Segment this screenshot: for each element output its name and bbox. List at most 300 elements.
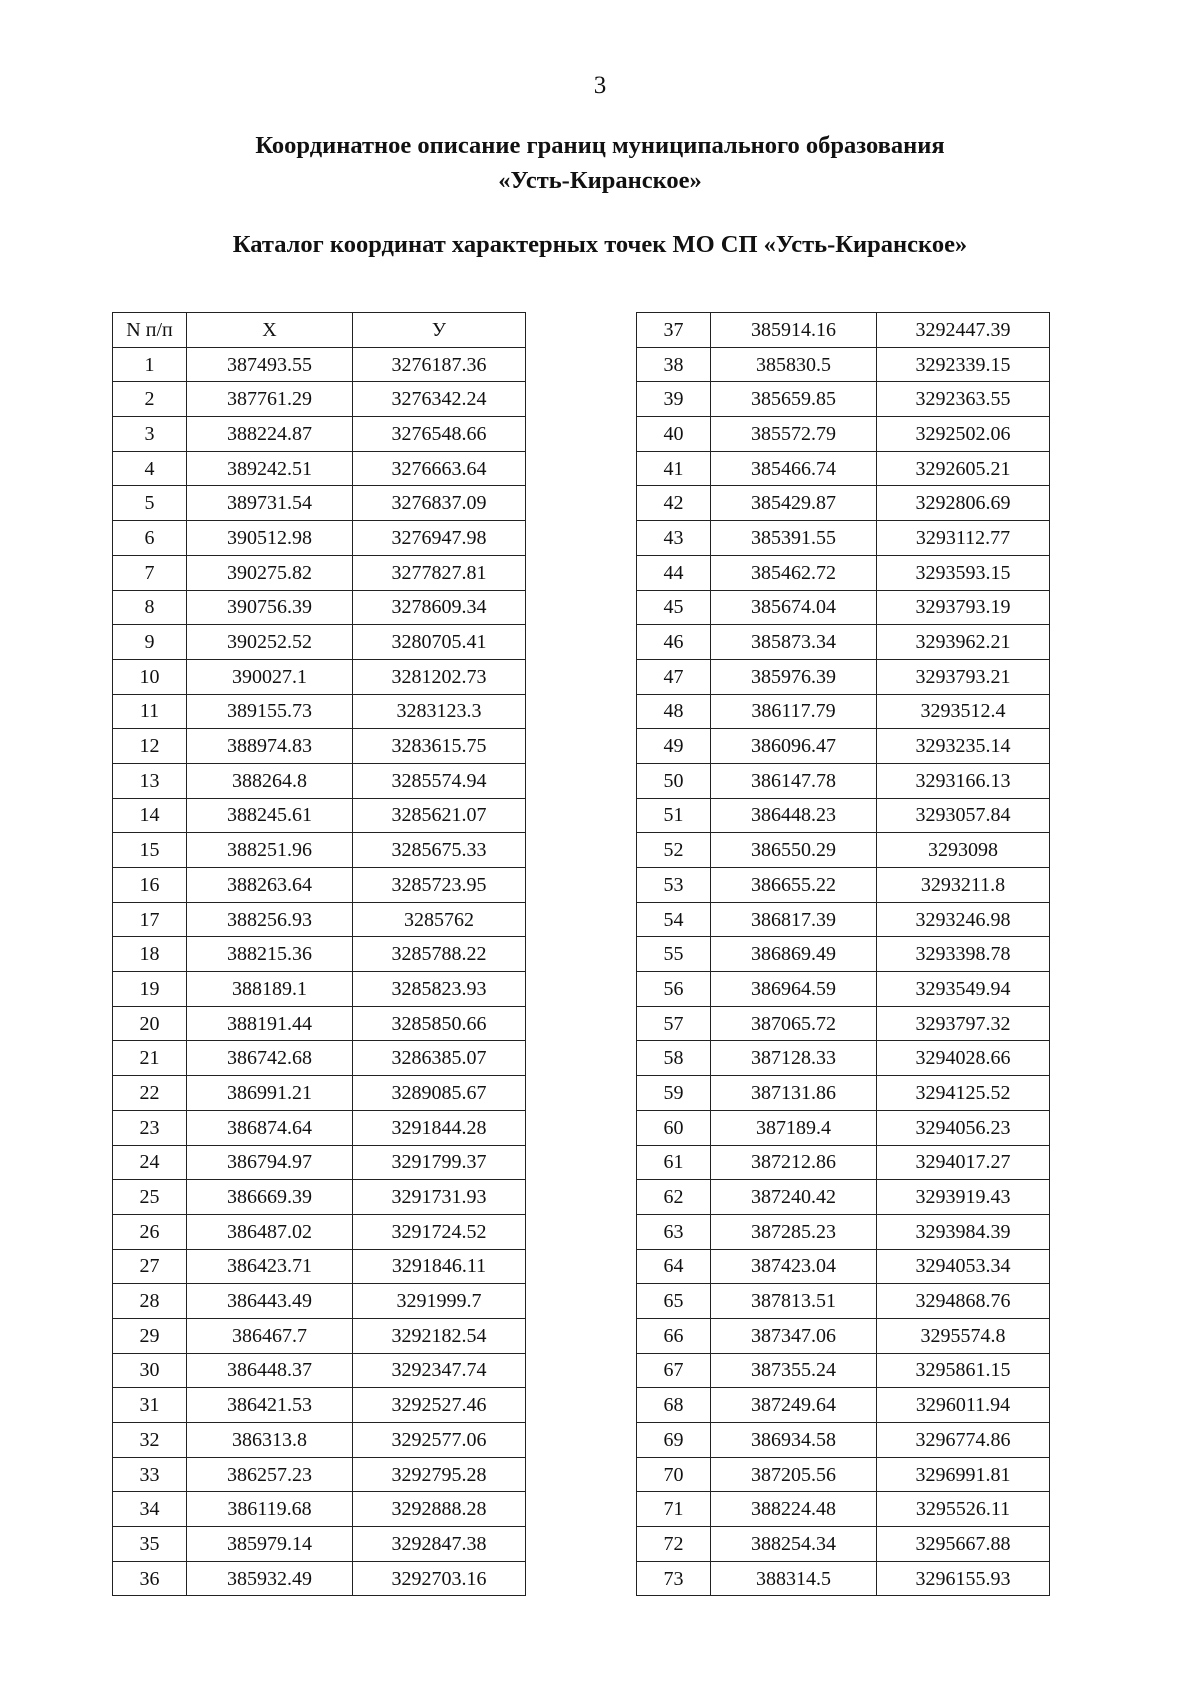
y-coordinate: 3289085.67 [353, 1076, 526, 1111]
x-coordinate: 386119.68 [187, 1492, 353, 1527]
point-number: 38 [637, 347, 711, 382]
point-number: 57 [637, 1006, 711, 1041]
y-coordinate: 3285621.07 [353, 798, 526, 833]
y-coordinate: 3294125.52 [877, 1076, 1050, 1111]
y-coordinate: 3278609.34 [353, 590, 526, 625]
y-coordinate: 3292339.15 [877, 347, 1050, 382]
x-coordinate: 387493.55 [187, 347, 353, 382]
table-row [637, 1527, 1050, 1562]
x-coordinate: 388251.96 [187, 833, 353, 868]
point-number: 72 [637, 1527, 711, 1562]
table-row [113, 1180, 526, 1215]
y-coordinate: 3292605.21 [877, 451, 1050, 486]
table-row [113, 1457, 526, 1492]
x-coordinate: 385932.49 [187, 1561, 353, 1596]
table-row [637, 1041, 1050, 1076]
x-coordinate: 387761.29 [187, 382, 353, 417]
x-coordinate: 387065.72 [711, 1006, 877, 1041]
x-coordinate: 388189.1 [187, 972, 353, 1007]
x-coordinate: 386669.39 [187, 1180, 353, 1215]
point-number: 2 [113, 382, 187, 417]
x-coordinate: 385873.34 [711, 625, 877, 660]
y-coordinate: 3291846.11 [353, 1249, 526, 1284]
table-row [637, 347, 1050, 382]
y-coordinate: 3281202.73 [353, 659, 526, 694]
table-row [113, 972, 526, 1007]
table-row [637, 1318, 1050, 1353]
y-coordinate: 3285788.22 [353, 937, 526, 972]
y-coordinate: 3296991.81 [877, 1457, 1050, 1492]
x-coordinate: 385914.16 [711, 313, 877, 348]
y-coordinate: 3285823.93 [353, 972, 526, 1007]
point-number: 8 [113, 590, 187, 625]
table-row [637, 1284, 1050, 1319]
x-coordinate: 387189.4 [711, 1110, 877, 1145]
y-coordinate: 3286385.07 [353, 1041, 526, 1076]
x-coordinate: 387423.04 [711, 1249, 877, 1284]
table-row [637, 868, 1050, 903]
point-number: 56 [637, 972, 711, 1007]
y-coordinate: 3285675.33 [353, 833, 526, 868]
point-number: 1 [113, 347, 187, 382]
x-coordinate: 386964.59 [711, 972, 877, 1007]
table-row [113, 1110, 526, 1145]
table-row [113, 1041, 526, 1076]
point-number: 52 [637, 833, 711, 868]
point-number: 15 [113, 833, 187, 868]
point-number: 26 [113, 1214, 187, 1249]
point-number: 24 [113, 1145, 187, 1180]
y-coordinate: 3285762 [353, 902, 526, 937]
y-coordinate: 3293793.19 [877, 590, 1050, 625]
point-number: 66 [637, 1318, 711, 1353]
table-row [637, 1423, 1050, 1458]
table-row [637, 1214, 1050, 1249]
table-row [637, 972, 1050, 1007]
x-coordinate: 385659.85 [711, 382, 877, 417]
x-coordinate: 387212.86 [711, 1145, 877, 1180]
y-coordinate: 3293211.8 [877, 868, 1050, 903]
table-row [637, 763, 1050, 798]
point-number: 21 [113, 1041, 187, 1076]
y-coordinate: 3283615.75 [353, 729, 526, 764]
x-coordinate: 387131.86 [711, 1076, 877, 1111]
point-number: 41 [637, 451, 711, 486]
table-row [113, 1249, 526, 1284]
y-coordinate: 3294053.34 [877, 1249, 1050, 1284]
document-title-line-1: Координатное описание границ муниципального образования [255, 132, 945, 159]
table-row [637, 902, 1050, 937]
y-coordinate: 3293098 [877, 833, 1050, 868]
x-coordinate: 387128.33 [711, 1041, 877, 1076]
x-coordinate: 385979.14 [187, 1527, 353, 1562]
point-number: 19 [113, 972, 187, 1007]
table-row [113, 521, 526, 556]
point-number: 53 [637, 868, 711, 903]
y-coordinate: 3292363.55 [877, 382, 1050, 417]
x-coordinate: 385391.55 [711, 521, 877, 556]
point-number: 4 [113, 451, 187, 486]
point-number: 42 [637, 486, 711, 521]
table-row [113, 382, 526, 417]
table-row [637, 937, 1050, 972]
x-coordinate: 386421.53 [187, 1388, 353, 1423]
point-number: 60 [637, 1110, 711, 1145]
y-coordinate: 3291844.28 [353, 1110, 526, 1145]
x-coordinate: 388215.36 [187, 937, 353, 972]
x-coordinate: 385466.74 [711, 451, 877, 486]
point-number: 71 [637, 1492, 711, 1527]
y-coordinate: 3292447.39 [877, 313, 1050, 348]
y-coordinate: 3293112.77 [877, 521, 1050, 556]
table-row [637, 590, 1050, 625]
point-number: 65 [637, 1284, 711, 1319]
x-coordinate: 390027.1 [187, 659, 353, 694]
y-coordinate: 3276548.66 [353, 417, 526, 452]
x-coordinate: 385572.79 [711, 417, 877, 452]
table-row [113, 1492, 526, 1527]
x-coordinate: 386448.23 [711, 798, 877, 833]
point-number: 6 [113, 521, 187, 556]
point-number: 73 [637, 1561, 711, 1596]
y-coordinate: 3276342.24 [353, 382, 526, 417]
y-coordinate: 3291999.7 [353, 1284, 526, 1319]
y-coordinate: 3292795.28 [353, 1457, 526, 1492]
table-row [637, 798, 1050, 833]
table-row [113, 659, 526, 694]
table-row [637, 1353, 1050, 1388]
x-coordinate: 387355.24 [711, 1353, 877, 1388]
header-x: X [187, 313, 353, 348]
x-coordinate: 386655.22 [711, 868, 877, 903]
table-row [637, 486, 1050, 521]
table-row [637, 1561, 1050, 1596]
point-number: 43 [637, 521, 711, 556]
table-row [113, 1006, 526, 1041]
x-coordinate: 389242.51 [187, 451, 353, 486]
x-coordinate: 388264.8 [187, 763, 353, 798]
y-coordinate: 3280705.41 [353, 625, 526, 660]
x-coordinate: 386869.49 [711, 937, 877, 972]
point-number: 70 [637, 1457, 711, 1492]
y-coordinate: 3292806.69 [877, 486, 1050, 521]
y-coordinate: 3276663.64 [353, 451, 526, 486]
coordinates-table-left-body [113, 313, 526, 1596]
x-coordinate: 386487.02 [187, 1214, 353, 1249]
y-coordinate: 3295574.8 [877, 1318, 1050, 1353]
x-coordinate: 385462.72 [711, 555, 877, 590]
table-row [637, 417, 1050, 452]
y-coordinate: 3292347.74 [353, 1353, 526, 1388]
y-coordinate: 3296011.94 [877, 1388, 1050, 1423]
table-row [637, 1076, 1050, 1111]
x-coordinate: 388974.83 [187, 729, 353, 764]
table-row [637, 555, 1050, 590]
x-coordinate: 386147.78 [711, 763, 877, 798]
point-number: 58 [637, 1041, 711, 1076]
table-row [637, 521, 1050, 556]
y-coordinate: 3294017.27 [877, 1145, 1050, 1180]
x-coordinate: 388314.5 [711, 1561, 877, 1596]
y-coordinate: 3295526.11 [877, 1492, 1050, 1527]
x-coordinate: 390252.52 [187, 625, 353, 660]
point-number: 27 [113, 1249, 187, 1284]
x-coordinate: 386257.23 [187, 1457, 353, 1492]
x-coordinate: 388191.44 [187, 1006, 353, 1041]
y-coordinate: 3292527.46 [353, 1388, 526, 1423]
x-coordinate: 387249.64 [711, 1388, 877, 1423]
table-row [113, 1145, 526, 1180]
y-coordinate: 3276947.98 [353, 521, 526, 556]
table-row [637, 729, 1050, 764]
point-number: 5 [113, 486, 187, 521]
point-number: 3 [113, 417, 187, 452]
y-coordinate: 3293166.13 [877, 763, 1050, 798]
point-number: 62 [637, 1180, 711, 1215]
x-coordinate: 386934.58 [711, 1423, 877, 1458]
table-row [113, 555, 526, 590]
point-number: 28 [113, 1284, 187, 1319]
y-coordinate: 3292502.06 [877, 417, 1050, 452]
table-row [113, 833, 526, 868]
table-row [637, 1388, 1050, 1423]
y-coordinate: 3292847.38 [353, 1527, 526, 1562]
table-row [637, 1249, 1050, 1284]
point-number: 9 [113, 625, 187, 660]
x-coordinate: 386313.8 [187, 1423, 353, 1458]
y-coordinate: 3293984.39 [877, 1214, 1050, 1249]
x-coordinate: 386991.21 [187, 1076, 353, 1111]
y-coordinate: 3292182.54 [353, 1318, 526, 1353]
y-coordinate: 3293919.43 [877, 1180, 1050, 1215]
table-row [637, 659, 1050, 694]
table-row [113, 798, 526, 833]
table-row [113, 486, 526, 521]
y-coordinate: 3293246.98 [877, 902, 1050, 937]
x-coordinate: 386874.64 [187, 1110, 353, 1145]
table-row [113, 1214, 526, 1249]
y-coordinate: 3276187.36 [353, 347, 526, 382]
point-number: 33 [113, 1457, 187, 1492]
y-coordinate: 3293057.84 [877, 798, 1050, 833]
point-number: 40 [637, 417, 711, 452]
point-number: 63 [637, 1214, 711, 1249]
y-coordinate: 3292577.06 [353, 1423, 526, 1458]
y-coordinate: 3293235.14 [877, 729, 1050, 764]
table-row [637, 1006, 1050, 1041]
x-coordinate: 385976.39 [711, 659, 877, 694]
y-coordinate: 3291799.37 [353, 1145, 526, 1180]
table-row [113, 1388, 526, 1423]
table-row [637, 833, 1050, 868]
x-coordinate: 387813.51 [711, 1284, 877, 1319]
catalog-subtitle: Каталог координат характерных точек МО СП «Усть-Киранское» [232, 231, 968, 258]
y-coordinate: 3292703.16 [353, 1561, 526, 1596]
table-row [637, 1457, 1050, 1492]
y-coordinate: 3295667.88 [877, 1527, 1050, 1562]
y-coordinate: 3285723.95 [353, 868, 526, 903]
table-row [637, 1492, 1050, 1527]
document-title [0, 128, 1200, 198]
table-row [637, 694, 1050, 729]
point-number: 54 [637, 902, 711, 937]
table-row [113, 451, 526, 486]
y-coordinate: 3295861.15 [877, 1353, 1050, 1388]
table-row [637, 382, 1050, 417]
x-coordinate: 386423.71 [187, 1249, 353, 1284]
x-coordinate: 387240.42 [711, 1180, 877, 1215]
header-point-number: N п/п [113, 313, 187, 348]
x-coordinate: 387285.23 [711, 1214, 877, 1249]
table-header-row [113, 313, 526, 348]
y-coordinate: 3296774.86 [877, 1423, 1050, 1458]
x-coordinate: 386742.68 [187, 1041, 353, 1076]
point-number: 50 [637, 763, 711, 798]
point-number: 59 [637, 1076, 711, 1111]
document-title-line-2: «Усть-Киранское» [498, 167, 702, 194]
point-number: 67 [637, 1353, 711, 1388]
point-number: 10 [113, 659, 187, 694]
x-coordinate: 386550.29 [711, 833, 877, 868]
x-coordinate: 390512.98 [187, 521, 353, 556]
y-coordinate: 3293512.4 [877, 694, 1050, 729]
point-number: 22 [113, 1076, 187, 1111]
table-row [637, 1180, 1050, 1215]
y-coordinate: 3294868.76 [877, 1284, 1050, 1319]
x-coordinate: 390275.82 [187, 555, 353, 590]
x-coordinate: 386448.37 [187, 1353, 353, 1388]
x-coordinate: 388263.64 [187, 868, 353, 903]
x-coordinate: 389155.73 [187, 694, 353, 729]
coordinates-table-right [636, 312, 1050, 1596]
y-coordinate: 3276837.09 [353, 486, 526, 521]
table-row [637, 1145, 1050, 1180]
table-row [113, 937, 526, 972]
y-coordinate: 3293549.94 [877, 972, 1050, 1007]
point-number: 48 [637, 694, 711, 729]
y-coordinate: 3293797.32 [877, 1006, 1050, 1041]
point-number: 7 [113, 555, 187, 590]
table-row [113, 1076, 526, 1111]
point-number: 45 [637, 590, 711, 625]
x-coordinate: 386817.39 [711, 902, 877, 937]
table-row [113, 347, 526, 382]
y-coordinate: 3296155.93 [877, 1561, 1050, 1596]
table-row [113, 729, 526, 764]
x-coordinate: 388256.93 [187, 902, 353, 937]
x-coordinate: 386794.97 [187, 1145, 353, 1180]
y-coordinate: 3293793.21 [877, 659, 1050, 694]
table-row [637, 1110, 1050, 1145]
table-row [637, 313, 1050, 348]
x-coordinate: 388224.87 [187, 417, 353, 452]
point-number: 39 [637, 382, 711, 417]
y-coordinate: 3293398.78 [877, 937, 1050, 972]
point-number: 16 [113, 868, 187, 903]
point-number: 17 [113, 902, 187, 937]
point-number: 20 [113, 1006, 187, 1041]
point-number: 64 [637, 1249, 711, 1284]
x-coordinate: 385674.04 [711, 590, 877, 625]
point-number: 49 [637, 729, 711, 764]
x-coordinate: 388254.34 [711, 1527, 877, 1562]
point-number: 13 [113, 763, 187, 798]
table-row [113, 1527, 526, 1562]
table-row [113, 590, 526, 625]
y-coordinate: 3283123.3 [353, 694, 526, 729]
point-number: 37 [637, 313, 711, 348]
table-row [113, 1284, 526, 1319]
y-coordinate: 3277827.81 [353, 555, 526, 590]
y-coordinate: 3294056.23 [877, 1110, 1050, 1145]
x-coordinate: 386096.47 [711, 729, 877, 764]
x-coordinate: 388224.48 [711, 1492, 877, 1527]
table-row [113, 1353, 526, 1388]
y-coordinate: 3294028.66 [877, 1041, 1050, 1076]
point-number: 29 [113, 1318, 187, 1353]
coordinates-table-right-body [637, 313, 1050, 1596]
x-coordinate: 386467.7 [187, 1318, 353, 1353]
header-y: У [353, 313, 526, 348]
y-coordinate: 3291731.93 [353, 1180, 526, 1215]
y-coordinate: 3285574.94 [353, 763, 526, 798]
table-row [113, 1318, 526, 1353]
point-number: 35 [113, 1527, 187, 1562]
table-row [113, 625, 526, 660]
y-coordinate: 3292888.28 [353, 1492, 526, 1527]
point-number: 55 [637, 937, 711, 972]
x-coordinate: 385429.87 [711, 486, 877, 521]
point-number: 18 [113, 937, 187, 972]
y-coordinate: 3293593.15 [877, 555, 1050, 590]
point-number: 12 [113, 729, 187, 764]
x-coordinate: 390756.39 [187, 590, 353, 625]
coordinates-table-left [112, 312, 526, 1596]
point-number: 44 [637, 555, 711, 590]
point-number: 69 [637, 1423, 711, 1458]
table-row [113, 1423, 526, 1458]
point-number: 11 [113, 694, 187, 729]
table-row [113, 1561, 526, 1596]
point-number: 46 [637, 625, 711, 660]
table-row [113, 763, 526, 798]
point-number: 25 [113, 1180, 187, 1215]
point-number: 68 [637, 1388, 711, 1423]
table-row [113, 694, 526, 729]
x-coordinate: 388245.61 [187, 798, 353, 833]
table-row [113, 902, 526, 937]
point-number: 23 [113, 1110, 187, 1145]
point-number: 14 [113, 798, 187, 833]
table-row [113, 868, 526, 903]
point-number: 31 [113, 1388, 187, 1423]
page-number: 3 [593, 72, 607, 99]
y-coordinate: 3285850.66 [353, 1006, 526, 1041]
table-row [113, 417, 526, 452]
y-coordinate: 3291724.52 [353, 1214, 526, 1249]
x-coordinate: 387205.56 [711, 1457, 877, 1492]
point-number: 34 [113, 1492, 187, 1527]
x-coordinate: 387347.06 [711, 1318, 877, 1353]
y-coordinate: 3293962.21 [877, 625, 1050, 660]
point-number: 51 [637, 798, 711, 833]
table-row [637, 451, 1050, 486]
point-number: 32 [113, 1423, 187, 1458]
point-number: 47 [637, 659, 711, 694]
point-number: 36 [113, 1561, 187, 1596]
table-row [637, 625, 1050, 660]
x-coordinate: 385830.5 [711, 347, 877, 382]
